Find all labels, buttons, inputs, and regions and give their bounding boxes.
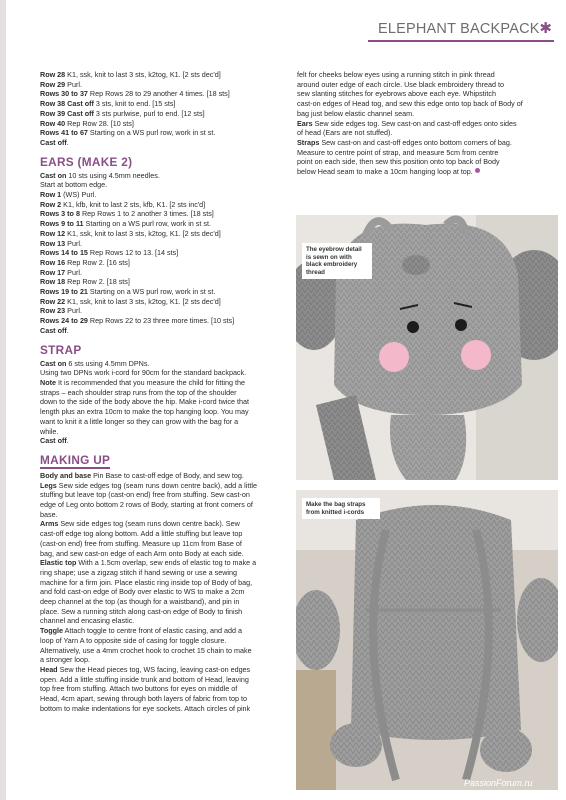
pattern-column-right xyxy=(297,70,523,177)
body-row: Cast off. xyxy=(40,137,69,147)
head-continued: felt for cheeks below eyes using a running stitch in pink thread xyxy=(297,70,495,79)
straps-making-up: point on each side, then sew this position onto top back of Body xyxy=(297,157,500,167)
body-row: Rows 41 to 67 Starting on a WS purl row, work in st st. xyxy=(40,128,216,138)
strap-text: Cast on 6 sts using 4.5mm DPNs. xyxy=(40,358,150,368)
ears-row: Row 2 K1, kfb, knit to last 2 sts, kfb, K1. [2 sts inc'd] xyxy=(40,199,206,209)
making-up-text: Legs Sew side edges tog (seam runs down centre back), add a little xyxy=(40,480,257,490)
ears-row: Row 1 (WS) Purl. xyxy=(40,190,97,200)
photo-caption: The eyebrow detail is sewn on with black embroidery thread xyxy=(302,243,372,279)
strap-end: Cast off. xyxy=(40,436,69,446)
making-up-text: a stronger loop. xyxy=(40,655,90,665)
straps-making-up: below Head seam to make a 10cm hanging loop at top. xyxy=(297,167,519,177)
making-up-text: place. Sew a running stitch along cast-on edge of Body to finish xyxy=(40,606,243,616)
making-up-text: deep channel at the top (as though for a waistband), and pin in xyxy=(40,597,240,607)
head-continued: cast-on edges of Head tog, and sew this edge onto top back of Body of xyxy=(297,99,523,109)
making-up-text: top free from stuffing. Attach two buttons for eyes on middle of xyxy=(40,684,238,694)
ears-row: Row 22 K1, ssk, knit to last 3 sts, k2tog, K1. [2 sts dec'd] xyxy=(40,296,221,306)
straps-making-up: Measure to centre point of strap, and measure 5cm from centre xyxy=(297,147,499,157)
body-row: Rows 30 to 37 Rep Rows 28 to 29 another 4 times. [18 sts] xyxy=(40,89,230,99)
strap-note: length plus an extra 10cm to make the top hanging loop. You may xyxy=(40,407,249,417)
ears-row: Rows 24 to 29 Rep Rows 22 to 23 three more times. [10 sts] xyxy=(40,316,235,326)
head-continued: around outer edge of each circle. Use black embroidery thread to xyxy=(297,79,504,89)
making-up-text: Head Sew the Head pieces tog, WS facing, leaving cast-on edges xyxy=(40,664,251,674)
making-up-text: Toggle Attach toggle to centre front of elastic casing, and add a xyxy=(40,626,243,636)
backpack-back-illustration xyxy=(296,490,558,790)
ears-row: Rows 14 to 15 Rep Rows 12 to 13. [14 sts] xyxy=(40,248,179,258)
body-row: Row 28 K1, ssk, knit to last 3 sts, k2tog, K1. [2 sts dec'd] xyxy=(40,70,221,79)
straps-making-up: Straps Sew cast-on and cast-off edges onto bottom corners of bag. xyxy=(297,137,512,147)
strap-note: down to the side of the body above the hip. Make i-cord twice that xyxy=(40,397,249,407)
making-up-text: edge of Leg onto bottom 2 rows of Body, starting at front corners of xyxy=(40,500,253,510)
ears-row: Cast on 10 sts using 4.5mm needles. xyxy=(40,170,160,180)
ears-row: Start at bottom edge. xyxy=(40,180,108,190)
page-header xyxy=(368,20,554,42)
making-up-text: Alternatively, use a 4mm crochet hook to crochet 15 chain to make xyxy=(40,645,252,655)
making-up-text: stuffing but leave top (cast-on end) free from stuffing. Sew cast-on xyxy=(40,490,250,500)
watermark: PassionForum.ru xyxy=(464,778,533,788)
strap-note: Note It is recommended that you measure the child for fitting the xyxy=(40,377,245,387)
strap-note: straps – each shoulder strap runs from the top of the shoulder xyxy=(40,387,237,397)
page-edge-bar xyxy=(0,0,6,800)
section-heading-strap: STRAP xyxy=(40,342,82,357)
ears-row: Row 17 Purl. xyxy=(40,267,82,277)
making-up-text: and fold cast-on edge of Body over elastic to WS to make a 2cm xyxy=(40,587,245,597)
ears-row: Row 18 Rep Row 2. [18 sts] xyxy=(40,277,130,287)
end-bullet-icon xyxy=(475,168,480,173)
making-up-text: loop of Yarn A to opposite side of casing for toggle closure. xyxy=(40,635,227,645)
making-up-text: ring shape; use a zigzag stitch if hand sewing or use a sewing xyxy=(40,567,237,577)
body-row: Row 39 Cast off 3 sts purlwise, purl to end. [12 sts] xyxy=(40,108,205,118)
strap-text: Using two DPNs work i-cord for 90cm for the standard backpack. xyxy=(40,368,247,378)
photo-caption: Make the bag straps from knitted i-cords xyxy=(302,498,380,519)
strap-note: want to knit it a little longer so they can grow with the bag for a xyxy=(40,416,239,426)
ears-row: Row 13 Purl. xyxy=(40,238,82,248)
elephant-face-photo xyxy=(296,215,558,480)
making-up-text: (cast-on end) free from stuffing. Measure up 11cm from Base of xyxy=(40,538,242,548)
making-up-text: bottom to make indentations for eye sockets. Attach circles of pink xyxy=(40,703,251,713)
body-row: Row 38 Cast off 3 sts, knit to end. [15 sts] xyxy=(40,99,176,109)
ears-row: Row 23 Purl. xyxy=(40,306,82,316)
head-continued: sew slanting stitches for eyebrows above each eye. Whipstitch xyxy=(297,89,496,99)
ears-row: Cast off. xyxy=(40,325,69,335)
making-up-text: Head, 4cm apart, sewing through both layers of fabric from top to xyxy=(40,694,247,704)
section-heading-ears: EARS (MAKE 2) xyxy=(40,154,133,169)
making-up-text: machine for a firm join. Place elastic ring inside top of Body of bag, xyxy=(40,577,253,587)
section-heading-making-up: MAKING UP xyxy=(40,452,111,467)
ears-row: Rows 3 to 8 Rep Rows 1 to 2 another 3 times. [18 sts] xyxy=(40,209,214,219)
page-title: ELEPHANT BACKPACK xyxy=(378,21,540,37)
making-up-text: Elastic top With a 1.5cm overlap, sew ends of elastic tog to make a xyxy=(40,558,257,568)
body-row: Row 40 Rep Row 28. [10 sts] xyxy=(40,118,134,128)
pattern-column-left xyxy=(40,70,280,713)
ears-row: Row 12 K1, ssk, knit to last 3 sts, k2tog, K1. [2 sts dec'd] xyxy=(40,228,221,238)
making-up-text: Body and base Pin Base to cast-off edge of Body, and sew tog. xyxy=(40,470,244,480)
making-up-text: bag, and sew cast-on edge of each Arm onto Body at each side. xyxy=(40,548,244,558)
ears-making-up: of head (Ears are not stuffed). xyxy=(297,128,393,138)
making-up-text: channel and encasing elastic. xyxy=(40,616,135,626)
making-up-text: base. xyxy=(40,509,58,519)
star-icon: ✱ xyxy=(539,20,552,37)
head-continued: bag just below elastic channel seam. xyxy=(297,108,415,118)
making-up-text: open. Add a little stuffing inside trunk and bottom of Head, leaving xyxy=(40,674,249,684)
strap-note: while. xyxy=(40,426,59,436)
ears-row: Row 16 Rep Row 2. [16 sts] xyxy=(40,257,130,267)
body-row: Row 29 Purl. xyxy=(40,79,82,89)
making-up-text: cast-off edge tog along bottom. Add a little stuffing but leave top xyxy=(40,529,243,539)
ears-row: Rows 9 to 11 Starting on a WS purl row, work in st st. xyxy=(40,219,211,229)
ears-making-up: Ears Sew side edges tog. Sew cast-on and cast-off edges onto sides xyxy=(297,118,517,128)
making-up-text: Arms Sew side edges tog (seam runs down centre back). Sew xyxy=(40,519,240,529)
backpack-back-photo xyxy=(296,490,558,790)
ears-row: Rows 19 to 21 Starting on a WS purl row, work in st st. xyxy=(40,287,216,297)
